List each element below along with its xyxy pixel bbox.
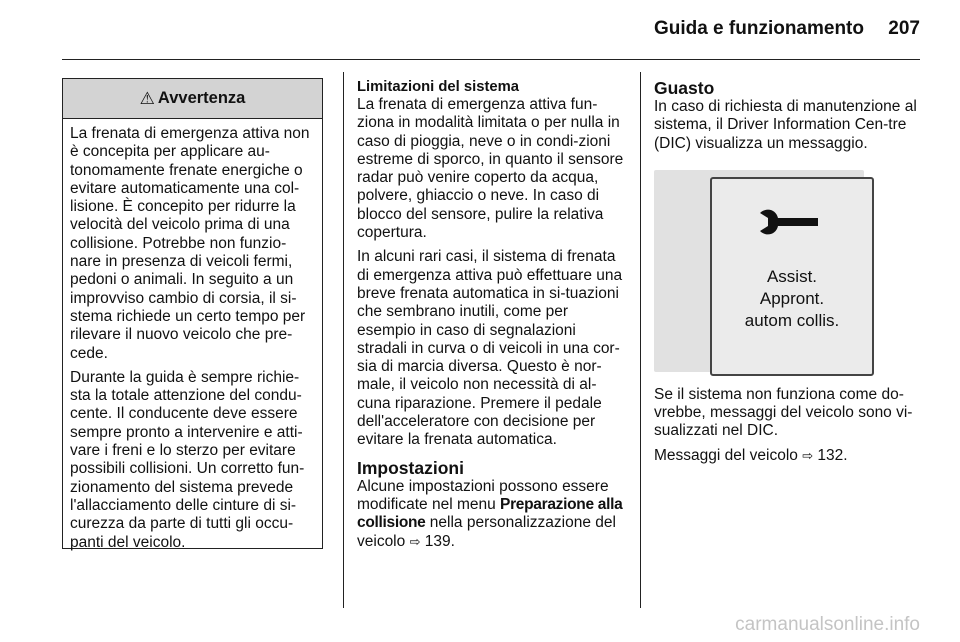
page-header-title: Guida e funzionamento — [653, 18, 864, 39]
settings-title: Impostazioni — [357, 457, 464, 478]
settings-text-after: nella personalizzazione del veicolo — [357, 514, 616, 550]
warning-box — [62, 78, 323, 549]
page-reference-arrow-icon: ⇨ — [409, 533, 421, 549]
settings-text-before: Alcune impostazioni possono essere modificate nel menu — [357, 477, 609, 513]
vehicle-messages-text: Messaggi del veicolo — [654, 446, 803, 464]
limitations-paragraph-2: In alcuni rari casi, il sistema di frenata di emergenza attiva può effettuare una breve frenata automatica in si-tuazioni che sembrano inutili, come per esempio in caso di segnalazioni stradali in curva o di veicoli in una cor-sia di marcia diversa. Questo è nor-male, il veicolo non necessità di al-cuna riparazione. Premere il pedale dell'acceleratore con decisione per evitare la frenata automatica. — [357, 248, 623, 449]
right-column — [654, 78, 920, 471]
settings-paragraph — [357, 478, 624, 551]
warning-body — [63, 119, 322, 552]
wrench-icon — [758, 209, 820, 235]
dic-display-screen — [710, 177, 874, 376]
header-rule — [62, 59, 920, 60]
middle-column — [357, 78, 624, 557]
warning-paragraph-2: Durante la guida è sempre richie-sta la totale attenzione del condu-cente. Il conducente deve essere sempre pronto a intervenire e atti-vare i freni e lo sterzo per evitare possibili collisioni. Un corretto fun-zionamento del sistema prevede l'allacciamento delle cinture di si-curezza da parte di tutti gli occu-panti del veicolo. — [70, 368, 305, 551]
fault-after-paragraph: Se il sistema non funziona come do-vrebbe, messaggi del veicolo sono vi-sualizzati nel DIC. — [654, 385, 913, 440]
dic-message-line-3: autom collis. — [744, 310, 840, 330]
dic-message-line-1: Assist. — [766, 266, 818, 286]
fault-paragraph: In caso di richiesta di manutenzione al sistema, il Driver Information Cen-tre (DIC) visualizza un messaggio. — [654, 98, 917, 152]
settings-page-reference[interactable]: 139. — [424, 532, 455, 550]
page-number: 207 — [888, 18, 920, 39]
column-divider-right — [640, 72, 641, 608]
limitations-paragraph-1: La frenata di emergenza attiva fun-ziona in modalità limitata o per nulla in caso di pioggia, neve o in condi-zioni estreme di sporco, in quanto il sensore radar può venire coperto da acqua, polvere, ghiaccio o neve. In caso di blocco del sensore, pulire la relativa copertura. — [357, 96, 624, 242]
watermark: carmanualsonline.info — [735, 614, 920, 635]
limitations-heading: Limitazioni del sistema — [357, 79, 519, 95]
column-divider-left — [343, 72, 344, 608]
dic-message — [712, 266, 872, 332]
warning-header — [63, 79, 322, 119]
warning-triangle-icon: ⚠ — [139, 89, 155, 108]
vehicle-messages-line — [654, 447, 920, 465]
dic-display-figure — [654, 170, 864, 372]
page-reference-arrow-icon: ⇨ — [802, 447, 814, 463]
warning-title: Avvertenza — [157, 89, 246, 107]
fault-title: Guasto — [654, 78, 715, 98]
dic-message-line-2: Appront. — [759, 288, 825, 308]
vehicle-messages-page-reference[interactable]: 132. — [817, 446, 848, 464]
warning-paragraph-1: La frenata di emergenza attiva non è concepita per applicare au-tonomamente frenate energiche o evitare automaticamente una col-lisione. È concepito per ridurre la velocità del veicolo prima di una collisione. Potrebbe non funzio-nare in presenza di veicoli fermi, pedoni o animali. In seguito a un improvviso cambio di corsia, il si-stema richiede un certo tempo per rilevare il nuovo veicolo che pre-cede. — [70, 125, 310, 362]
settings-menu-term: Preparazione alla collisione — [357, 495, 623, 532]
